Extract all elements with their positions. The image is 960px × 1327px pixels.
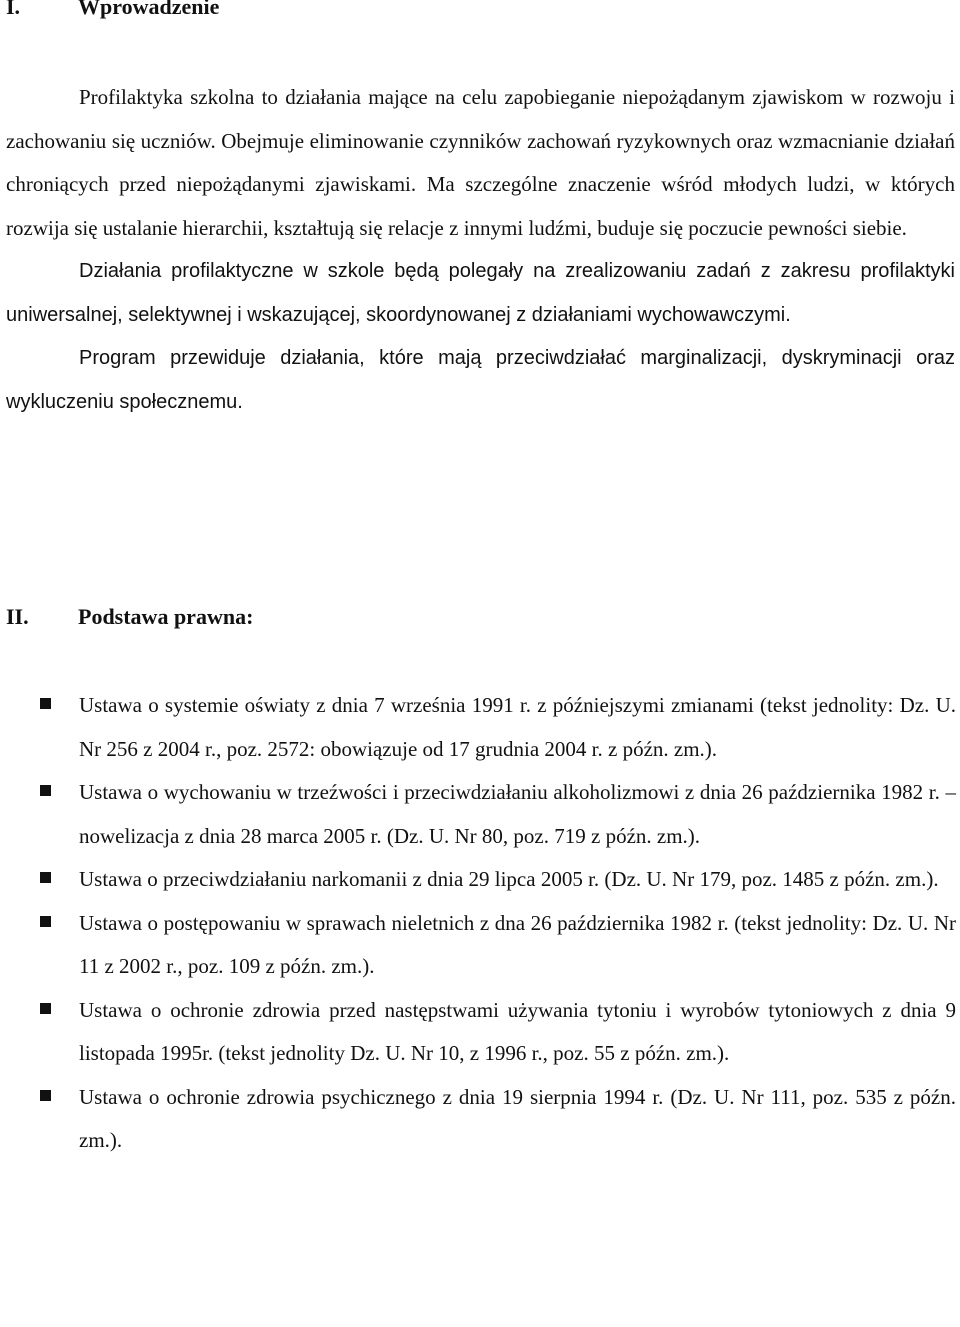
square-bullet-icon (40, 916, 51, 927)
section-number: II. (6, 604, 29, 629)
intro-paragraph (6, 76, 955, 250)
introduction-text (6, 76, 955, 424)
intro-paragraph-text: Działania profilaktyczne w szkole będą polegały na zrealizowaniu zadań z zakresu profilaktyki uniwersalnej, selektywnej i wskazującej, skoordynowanej z działaniami wychowawczymi. (6, 260, 955, 326)
list-item-text: Ustawa o wychowaniu w trzeźwości i przeciwdziałaniu alkoholizmowi z dnia 26 października 1982 r. – nowelizacja z dnia 28 marca 2005 r. (Dz. U. Nr 80, poz. 719 z późn. zm.). (79, 780, 956, 848)
list-item (0, 989, 956, 1076)
list-item (0, 902, 956, 989)
intro-paragraph (6, 250, 955, 337)
section-title: Podstawa prawna: (78, 604, 254, 629)
section-number: I. (6, 0, 21, 19)
square-bullet-icon (40, 1003, 51, 1014)
section-heading-introduction (6, 0, 219, 20)
list-item (0, 684, 956, 771)
list-item-text: Ustawa o systemie oświaty z dnia 7 września 1991 r. z późniejszymi zmianami (tekst jednolity: Dz. U. Nr 256 z 2004 r., poz. 2572: obowiązuje od 17 grudnia 2004 r. z późn. zm.). (79, 693, 956, 761)
square-bullet-icon (40, 698, 51, 709)
square-bullet-icon (40, 785, 51, 796)
list-item (0, 1076, 956, 1163)
square-bullet-icon (40, 1090, 51, 1101)
list-item-text: Ustawa o przeciwdziałaniu narkomanii z dnia 29 lipca 2005 r. (Dz. U. Nr 179, poz. 1485 z późn. zm.). (79, 867, 939, 891)
list-item-text: Ustawa o postępowaniu w sprawach nieletnich z dna 26 października 1982 r. (tekst jednolity: Dz. U. Nr 11 z 2002 r., poz. 109 z późn. zm.). (79, 910, 956, 978)
list-item (0, 858, 956, 902)
section-title: Wprowadzenie (78, 0, 220, 19)
list-item-text: Ustawa o ochronie zdrowia przed następstwami używania tytoniu i wyrobów tytoniowych z dnia 9 listopada 1995r. (tekst jednolity Dz. U. Nr 10, z 1996 r., poz. 55 z późn. zm.). (79, 997, 956, 1065)
list-item-text: Ustawa o ochronie zdrowia psychicznego z dnia 19 sierpnia 1994 r. (Dz. U. Nr 111, poz. 535 z późn. zm.). (79, 1084, 956, 1152)
square-bullet-icon (40, 872, 51, 883)
intro-paragraph (6, 337, 955, 424)
legal-acts-list (0, 684, 956, 1163)
intro-paragraph-text: Program przewiduje działania, które mają przeciwdziałać marginalizacji, dyskryminacji oraz wykluczeniu społecznemu. (6, 347, 955, 413)
intro-paragraph-text: Profilaktyka szkolna to działania mające na celu zapobieganie niepożądanym zjawiskom w rozwoju i zachowaniu się uczniów. Obejmuje eliminowanie czynników zachowań ryzykownych oraz wzmacnianie działań chroniących przed niepożądanymi zjawiskami. Ma szczególne znaczenie wśród młodych ludzi, w których rozwija się ustalanie hierarchii, kształtują się relacje z innymi ludźmi, buduje się poczucie pewności siebie. (6, 85, 955, 240)
list-item (0, 771, 956, 858)
section-heading-legal-basis (6, 604, 253, 630)
